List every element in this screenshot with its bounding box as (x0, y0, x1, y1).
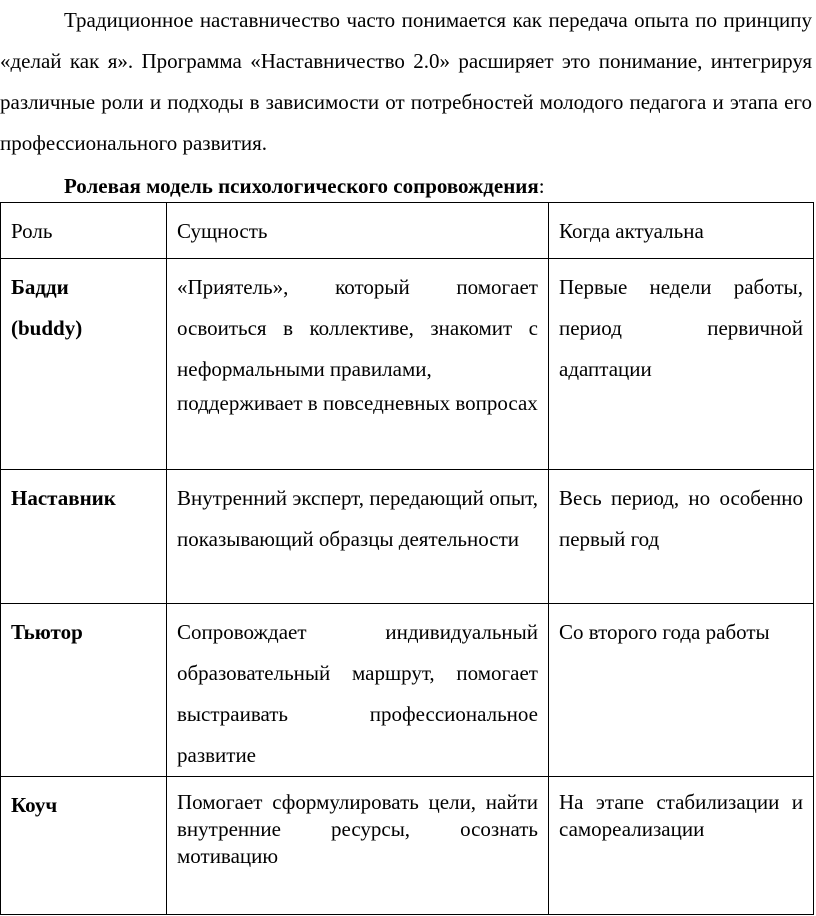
header-essence: Сущность (167, 203, 549, 259)
table-row (1, 259, 814, 470)
role-cell (1, 259, 167, 470)
essence-cell: Помогает сформулировать цели, найти внутренние ресурсы, осознать мотивацию (167, 777, 549, 915)
table-title (64, 168, 545, 204)
when-cell: Весь период, но особенно первый год (549, 470, 814, 604)
table-row (1, 777, 814, 915)
essence-cell: Внутренний эксперт, передающий опыт, показывающий образцы деятельности (167, 470, 549, 604)
role-alias: (buddy) (11, 316, 83, 340)
table-row (1, 604, 814, 777)
essence-cell: Сопровождает индивидуальный образовательный маршрут, помогает выстраивать профессиональное развитие (167, 604, 549, 777)
when-cell: Со второго года работы (549, 604, 814, 777)
essence-text-part1: «Приятель», который помогает освоиться в коллективе, знакомит с неформальными правилами, (177, 275, 538, 381)
header-role: Роль (1, 203, 167, 259)
when-cell: На этапе стабилизации и самореализации (549, 777, 814, 915)
essence-cell (167, 259, 549, 470)
table-row (1, 470, 814, 604)
intro-paragraph: Традиционное наставничество часто понимается как передача опыта по принципу «делай как я». Программа «Наставничество 2.0» расширяет это понимание, интегрируя различные роли и подходы в зависимости от потребностей молодого педагога и этапа его профессионального развития. (0, 8, 812, 155)
role-cell: Коуч (1, 777, 167, 915)
header-when: Когда актуальна (549, 203, 814, 259)
role-cell: Наставник (1, 470, 167, 604)
table-title-text: Ролевая модель психологического сопровождения (64, 174, 539, 198)
table-title-colon: : (538, 174, 545, 198)
table-header-row (1, 203, 814, 259)
when-cell: Первые недели работы, период первичной адаптации (549, 259, 814, 470)
role-name: Бадди (11, 275, 69, 299)
role-cell: Тьютор (1, 604, 167, 777)
essence-text-part2: поддерживает в повседневных вопросах (177, 391, 538, 415)
role-model-table (0, 202, 814, 915)
